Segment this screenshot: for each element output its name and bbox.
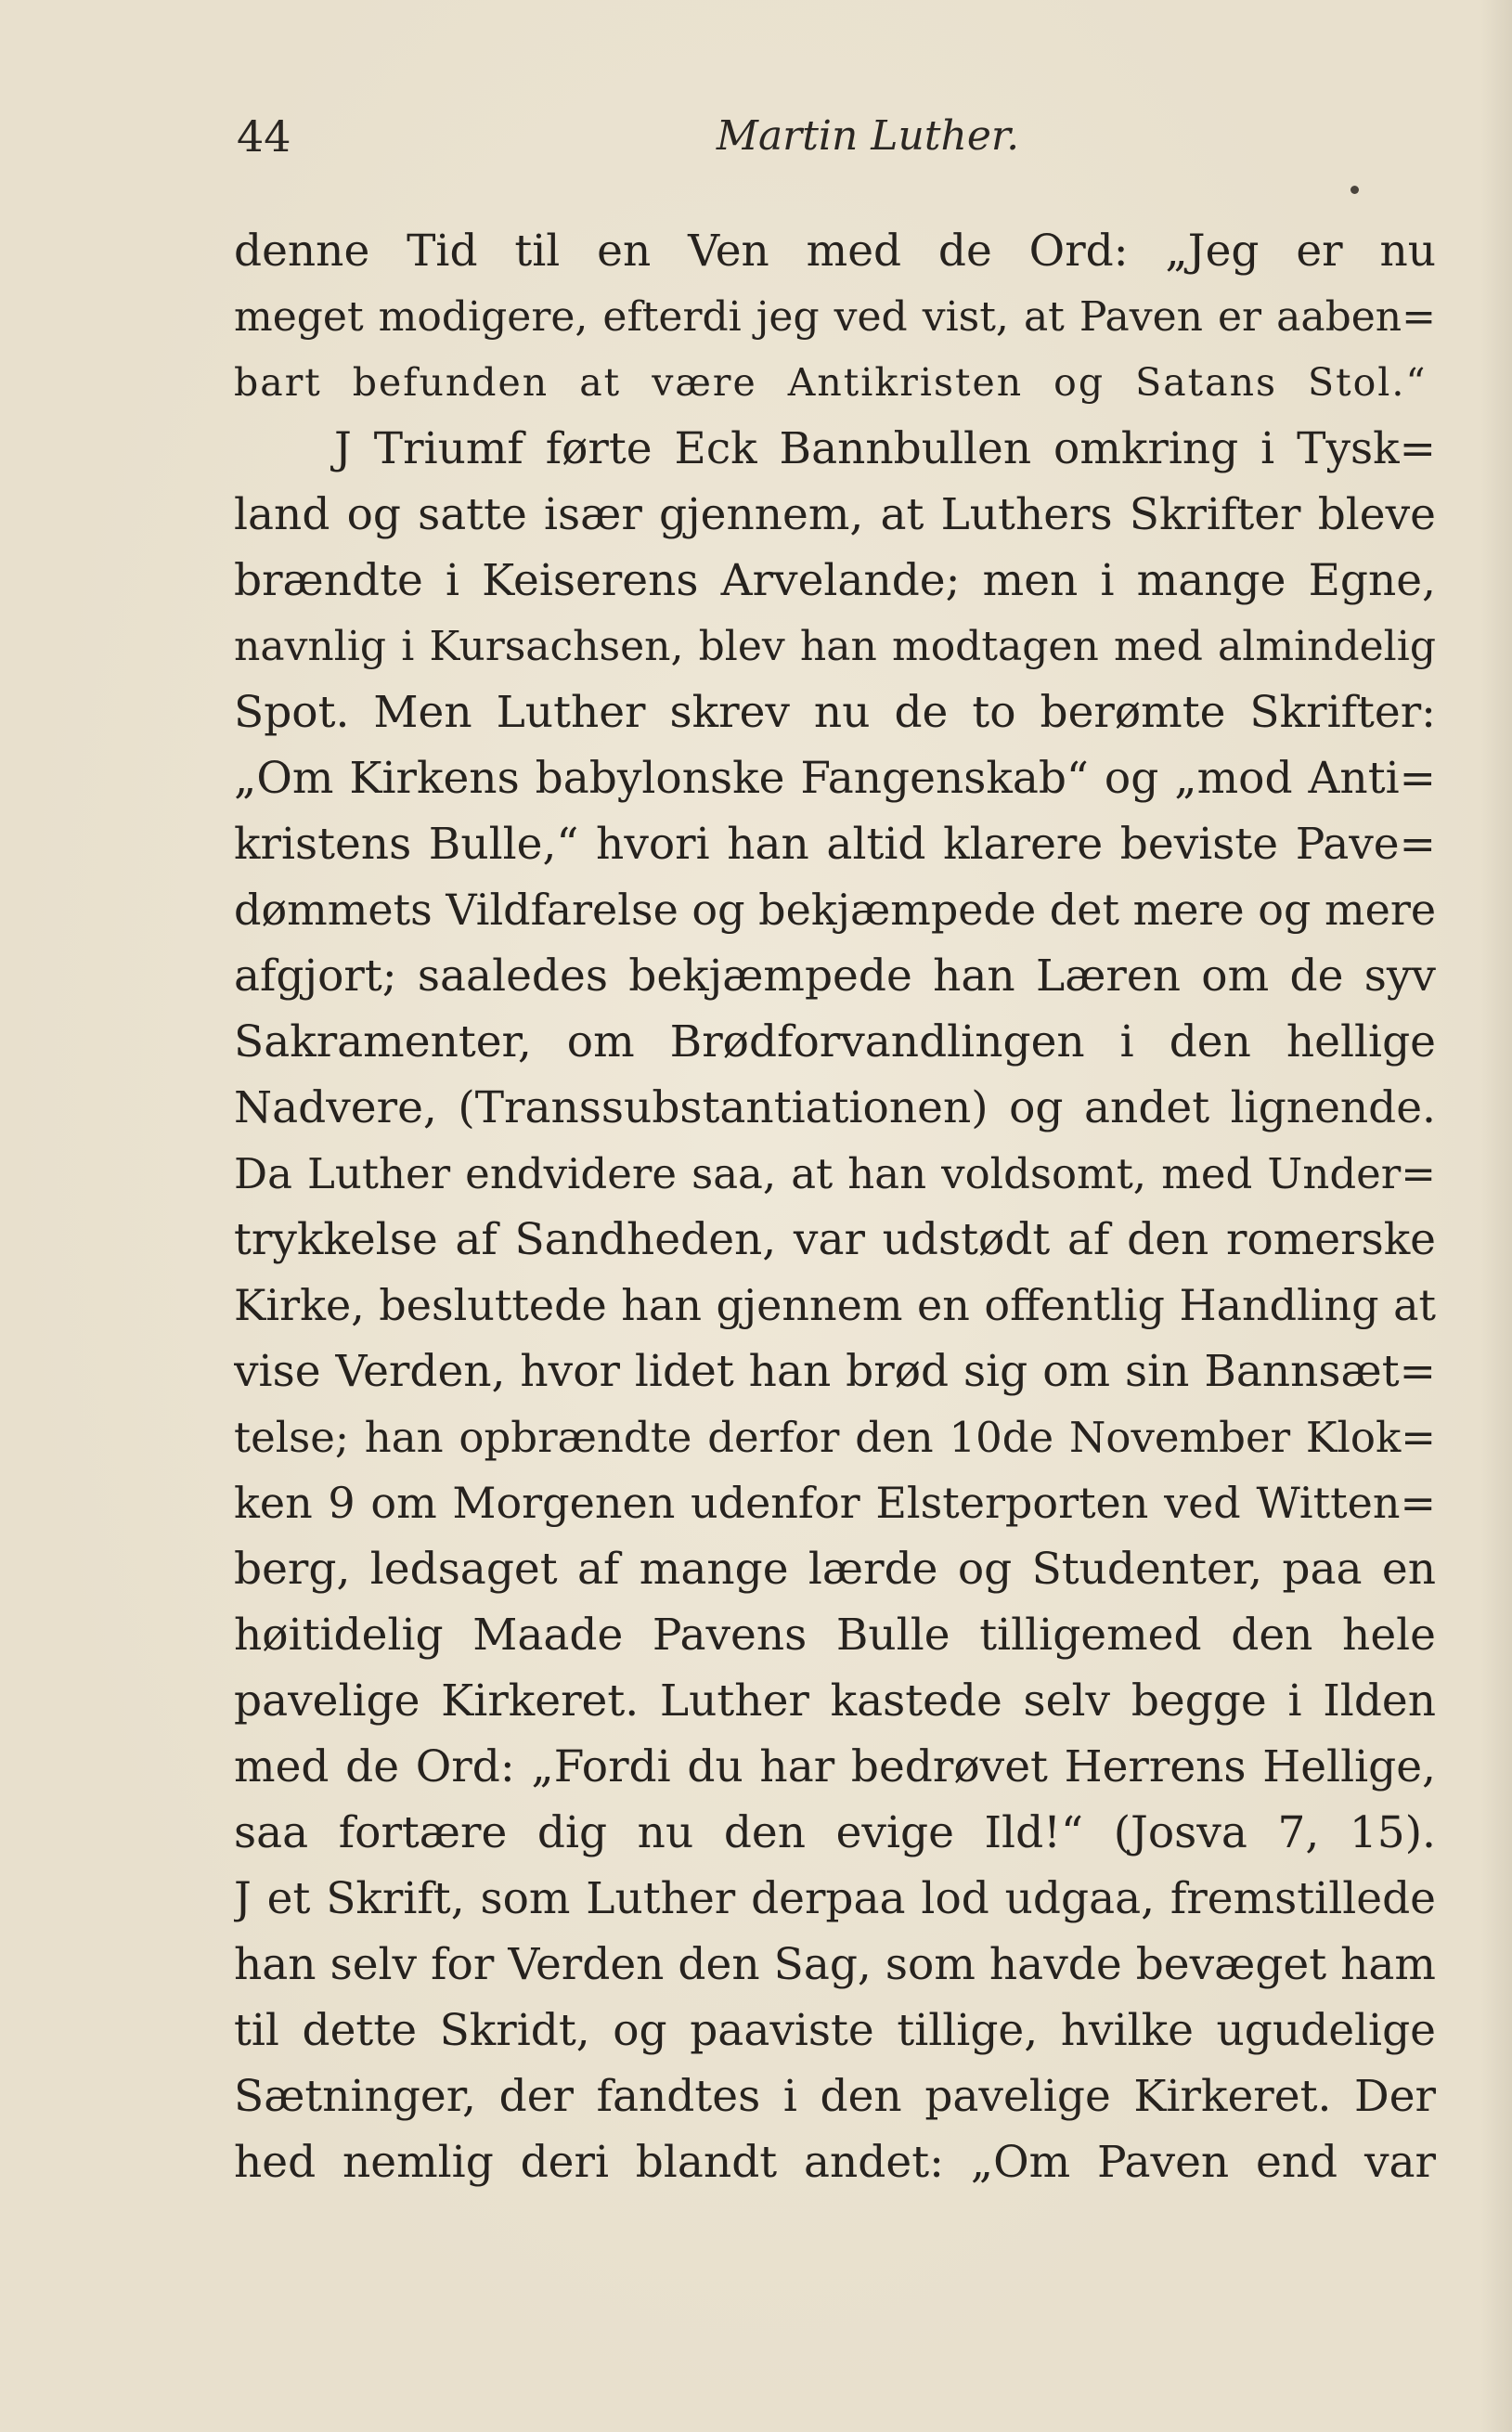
text-line: afgjort; saaledes bekjæmpede han Læren om de syv <box>234 951 1436 1002</box>
text-line: berg, ledsaget af mange lærde og Studenter, paa en <box>234 1544 1436 1595</box>
text-line: land og satte især gjennem, at Luthers Skrifter bleve <box>234 489 1436 540</box>
text-line: høitidelig Maade Pavens Bulle tilligemed den hele <box>234 1610 1436 1661</box>
text-line: Spot. Men Luther skrev nu de to berømte Skrifter: <box>234 687 1436 738</box>
text-line: han selv for Verden den Sag, som havde bevæget ham <box>234 1939 1436 1990</box>
text-line: trykkelse af Sandheden, var udstødt af den romerske <box>234 1214 1436 1265</box>
text-line: meget modigere, efterdi jeg ved vist, at Paven er aaben= <box>234 293 1436 341</box>
ink-speck <box>1350 186 1359 194</box>
text-line: „Om Kirkens babylonske Fangenskab“ og „mod Anti= <box>234 753 1436 804</box>
text-line: telse; han opbrændte derfor den 10de November Klok= <box>234 1413 1436 1462</box>
text-line: saa fortære dig nu den evige Ild!“ (Josva 7, 15). <box>234 1807 1436 1858</box>
text-line: dømmets Vildfarelse og bekjæmpede det mere og mere <box>234 885 1436 935</box>
text-line: ken 9 om Morgenen udenfor Elsterporten ved Witten= <box>234 1478 1436 1528</box>
text-line: med de Ord: „Fordi du har bedrøvet Herrens Hellige, <box>234 1741 1436 1792</box>
text-line: pavelige Kirkeret. Luther kastede selv begge i Ilden <box>234 1675 1436 1727</box>
text-line: vise Verden, hvor lidet han brød sig om sin Bannsæt= <box>234 1346 1436 1397</box>
text-line: denne Tid til en Ven med de Ord: „Jeg er nu <box>234 226 1436 277</box>
text-line: J et Skrift, som Luther derpaa lod udgaa, fremstillede <box>234 1873 1436 1924</box>
text-line: Sakramenter, om Brødforvandlingen i den hellige <box>234 1016 1436 1067</box>
text-line: bart befunden at være Antikristen og Satans Stol.“ <box>234 360 1428 405</box>
page-number: 44 <box>237 111 291 162</box>
text-line: kristens Bulle,“ hvori han altid klarere beviste Pave= <box>234 819 1436 870</box>
body-text <box>234 218 1436 2195</box>
text-line: Kirke, besluttede han gjennem en offentlig Handling at <box>234 1280 1436 1330</box>
text-line: Nadvere, (Transsubstantiationen) og andet lignende. <box>234 1082 1436 1133</box>
text-line: til dette Skridt, og paaviste tillige, hvilke ugudelige <box>234 2005 1436 2056</box>
text-line: Sætninger, der fandtes i den pavelige Kirkeret. Der <box>234 2071 1436 2122</box>
text-line: J Triumf førte Eck Bannbullen omkring i Tysk= <box>334 423 1436 474</box>
text-line: Da Luther endvidere saa, at han voldsomt, med Under= <box>234 1149 1436 1198</box>
running-title: Martin Luther. <box>716 112 1020 160</box>
page-edge-shadow <box>1480 0 1512 2432</box>
text-line: brændte i Keiserens Arvelande; men i mange Egne, <box>234 555 1436 606</box>
text-line: hed nemlig deri blandt andet: „Om Paven end var <box>234 2137 1436 2188</box>
page-header <box>237 104 1425 169</box>
text-line: navnlig i Kursachsen, blev han modtagen med almindelig <box>234 623 1436 670</box>
